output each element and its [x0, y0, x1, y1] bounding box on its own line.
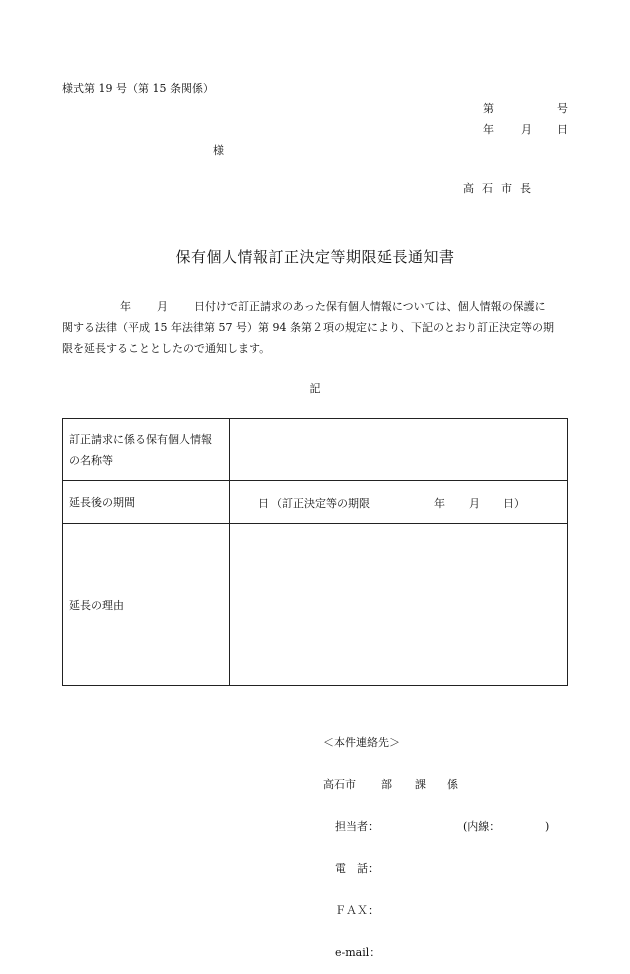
document-number-prefix: 第: [483, 102, 494, 115]
extension-reason-label: 延長の理由: [63, 524, 230, 686]
contact-extension-close: ): [545, 820, 550, 833]
issuer: 高石市長: [463, 182, 539, 195]
contact-heading: ＜本件連絡先＞: [323, 736, 400, 749]
contact-phone-label: 電 話：: [335, 862, 379, 875]
contact-unit: 係: [447, 778, 458, 791]
contact-fax-label: ＦＡＸ：: [335, 904, 379, 917]
contact-email-row: [323, 946, 381, 960]
contact-info: [323, 708, 550, 974]
table-row: [63, 524, 568, 686]
info-name-label-line-1: 訂正請求に係る保有個人情報: [69, 432, 212, 446]
info-name-label-cell: [63, 419, 230, 481]
contact-person-row: [323, 820, 550, 834]
extended-period-text: [236, 495, 561, 509]
issue-date-year: 年: [483, 123, 494, 136]
contact-extension-label: (内線：: [463, 820, 501, 833]
issue-date-day: 日: [557, 123, 568, 136]
contact-section: 課: [415, 778, 426, 791]
period-day: 日: [258, 497, 269, 510]
contact-heading-row: [323, 736, 400, 750]
contact-org-row: [323, 778, 458, 792]
document-title: 保有個人情報訂正決定等期限延長通知書: [175, 248, 455, 266]
contact-fax-row: [323, 904, 379, 918]
table-row: [63, 481, 568, 524]
period-year: 年: [434, 497, 445, 510]
body-year: 年: [120, 300, 131, 313]
period-deadline-prefix: （訂正決定等の期限: [271, 497, 370, 510]
notice-body-line-3: 限を延長することとしたので通知します。: [62, 342, 271, 355]
period-day-close: 日）: [503, 497, 525, 510]
table-row: [63, 419, 568, 481]
info-name-value-cell[interactable]: [230, 419, 568, 481]
contact-dept: 部: [381, 778, 392, 791]
info-name-label-line-2: の名称等: [69, 453, 113, 467]
contact-phone-row: [323, 862, 379, 876]
notice-body-line-1: [62, 296, 572, 317]
addressee: 様: [213, 144, 224, 157]
notice-body: [62, 296, 572, 359]
form-number: 様式第 19 号（第 15 条関係）: [62, 82, 214, 95]
ki-heading: 記: [309, 382, 321, 395]
extended-period-value-cell[interactable]: [230, 481, 568, 524]
notice-body-line-2: 関する法律（平成 15 年法律第 57 号）第 94 条第２項の規定により、下記のとおり訂正決定等の期: [62, 321, 554, 334]
contact-person-label: 担当者：: [335, 820, 379, 833]
document-number-suffix: 号: [557, 102, 568, 115]
issue-date-month: 月: [521, 123, 532, 136]
contact-city: 高石市: [323, 778, 356, 791]
details-table: [62, 418, 568, 686]
extension-reason-value-cell[interactable]: [230, 524, 568, 686]
period-month: 月: [469, 497, 480, 510]
extended-period-label: 延長後の期間: [63, 481, 230, 524]
body-day-rest: 日付けで訂正請求のあった保有個人情報については、個人情報の保護に: [194, 300, 546, 313]
body-month: 月: [157, 300, 168, 313]
contact-email-label: e-mail：: [335, 946, 381, 959]
